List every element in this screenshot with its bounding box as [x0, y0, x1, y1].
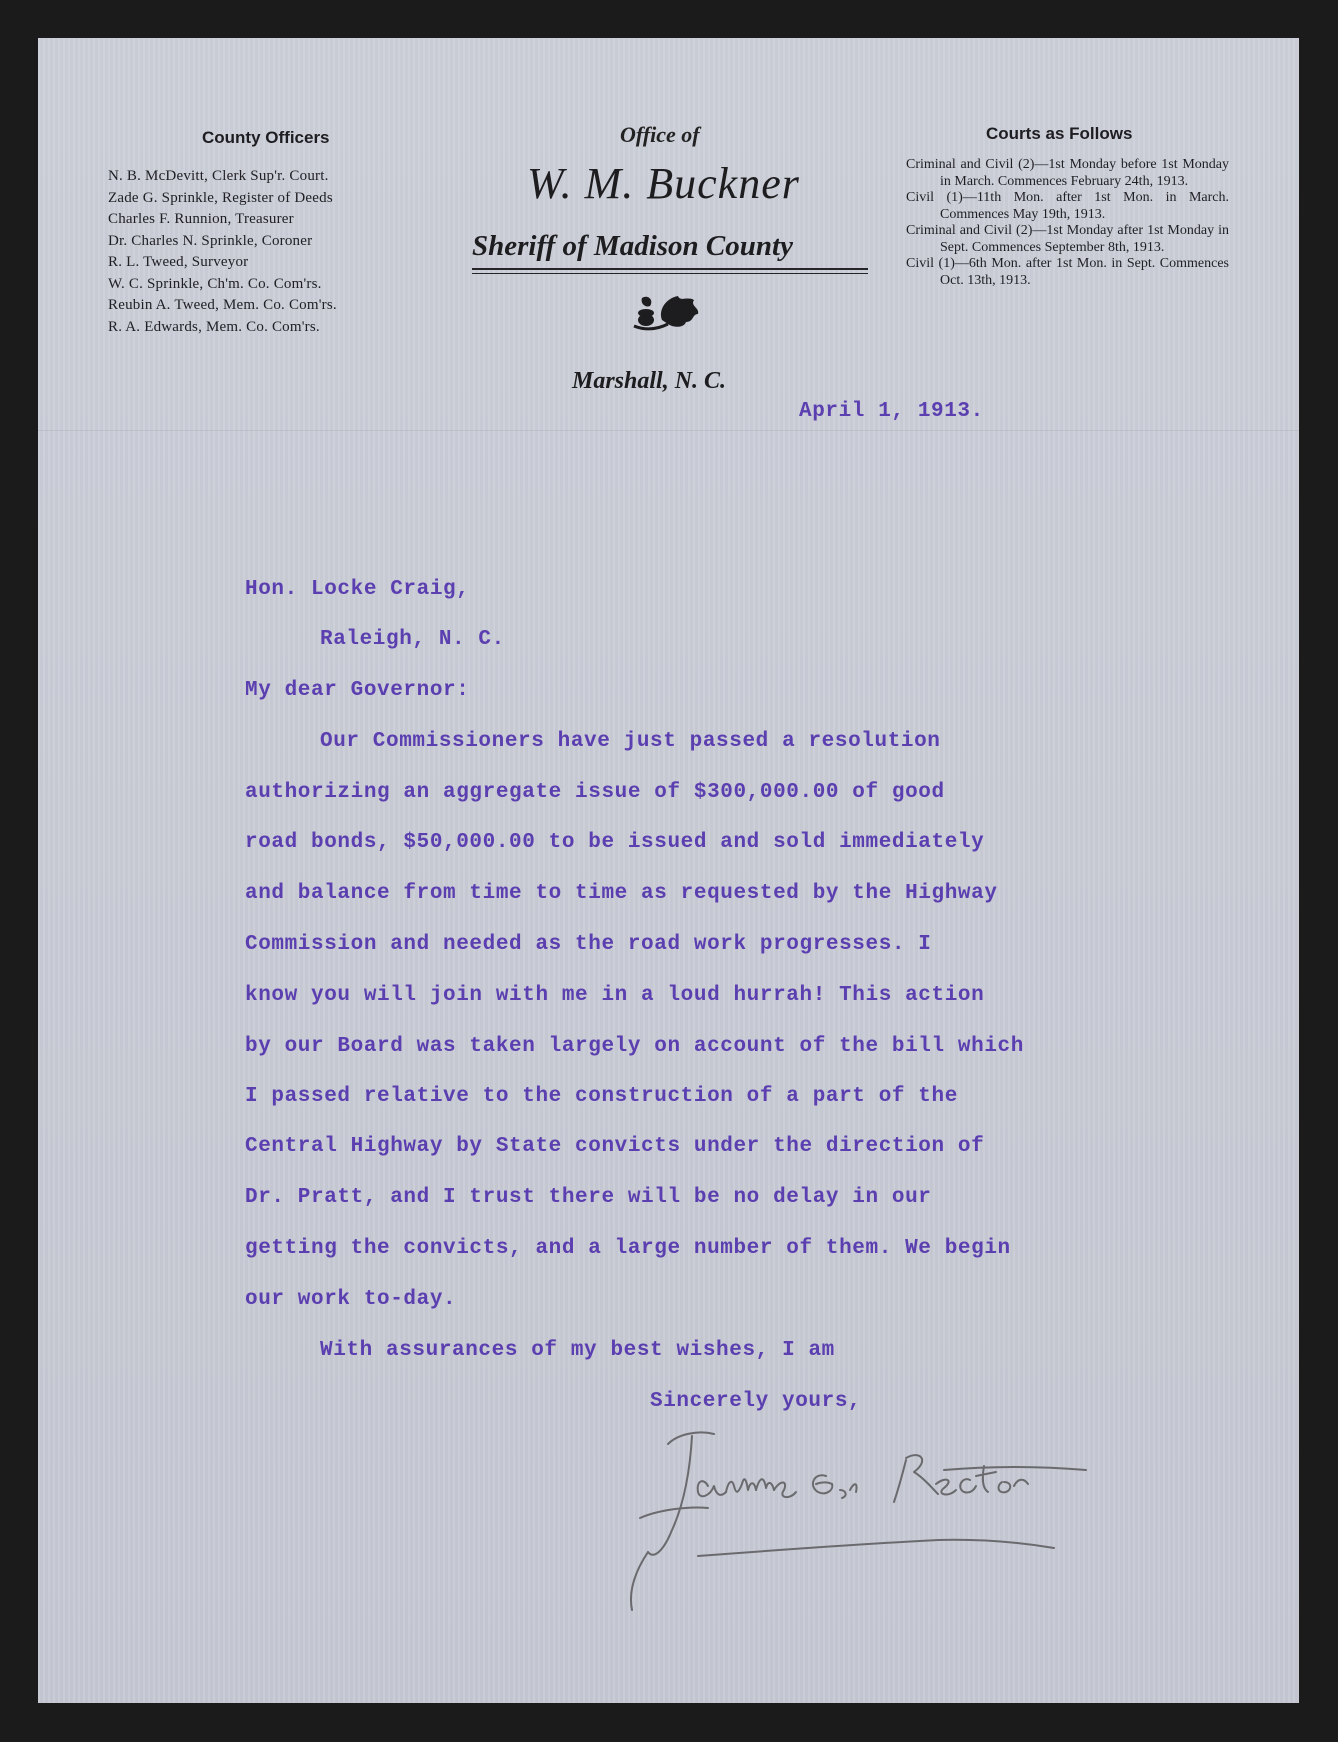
officer-line: R. L. Tweed, Surveyor [108, 254, 249, 270]
officer-line: Charles F. Runnion, Treasurer [108, 211, 294, 227]
courts-schedule [906, 157, 1229, 289]
body-line: our work to-day. [245, 1288, 457, 1311]
paper-fold [38, 430, 1299, 431]
salutation: My dear Governor: [245, 679, 470, 702]
body-line: and balance from time to time as requested by the Highway [245, 882, 998, 905]
court-entry: Criminal and Civil (2)—1st Monday before 1st Monday in March. Commences February 24th, 1913. [906, 157, 1229, 189]
body-line: I passed relative to the construction of a part of the [245, 1085, 958, 1108]
officers-list [108, 166, 337, 338]
court-entry: Criminal and Civil (2)—1st Monday after 1st Monday in Sept. Commences September 8th, 1913. [906, 223, 1229, 255]
title-rule [472, 268, 868, 270]
oak-leaf-acorn-icon [628, 290, 708, 336]
officer-line: W. C. Sprinkle, Ch'm. Co. Com'rs. [108, 275, 322, 292]
body-line: Central Highway by State convicts under the direction of [245, 1135, 985, 1158]
letter-date: April 1, 1913. [799, 400, 984, 423]
body-line: know you will join with me in a loud hurrah! This action [245, 984, 985, 1007]
body-line: authorizing an aggregate issue of $300,000.00 of good [245, 781, 945, 804]
body-line: road bonds, $50,000.00 to be issued and sold immediately [245, 831, 985, 854]
body-line: Commission and needed as the road work progresses. I [245, 933, 932, 956]
officer-line: N. B. McDevitt, Clerk Sup'r. Court. [108, 168, 329, 184]
address-line: Raleigh, N. C. [320, 628, 505, 651]
body-line: by our Board was taken largely on account of the bill which [245, 1035, 1024, 1058]
office-of-label: Office of [620, 122, 700, 147]
court-entry: Civil (1)—6th Mon. after 1st Mon. in Sept. Commences Oct. 13th, 1913. [906, 256, 1229, 288]
officer-line: R. A. Edwards, Mem. Co. Com'rs. [108, 318, 320, 335]
body-line: getting the convicts, and a large number of them. We begin [245, 1237, 1011, 1260]
sheriff-title: Sheriff of Madison County [472, 230, 793, 262]
courts-heading: Courts as Follows [986, 124, 1133, 143]
sheriff-name: W. M. Buckner [527, 159, 800, 208]
handwritten-signature [618, 1420, 1138, 1620]
body-line: Our Commissioners have just passed a resolution [320, 730, 941, 753]
closing-line: With assurances of my best wishes, I am [320, 1339, 835, 1362]
officer-line: Zade G. Sprinkle, Register of Deeds [108, 189, 333, 206]
officer-line: Reubin A. Tweed, Mem. Co. Com'rs. [108, 297, 337, 313]
officers-heading: County Officers [202, 128, 330, 147]
body-line: Dr. Pratt, and I trust there will be no delay in our [245, 1186, 932, 1209]
addressee: Hon. Locke Craig, [245, 578, 470, 601]
place-line: Marshall, N. C. [572, 368, 727, 394]
court-entry: Civil (1)—11th Mon. after 1st Mon. in March. Commences May 19th, 1913. [906, 190, 1229, 222]
closing: Sincerely yours, [650, 1390, 862, 1413]
title-rule [472, 273, 868, 274]
officer-line: Dr. Charles N. Sprinkle, Coroner [108, 232, 313, 249]
